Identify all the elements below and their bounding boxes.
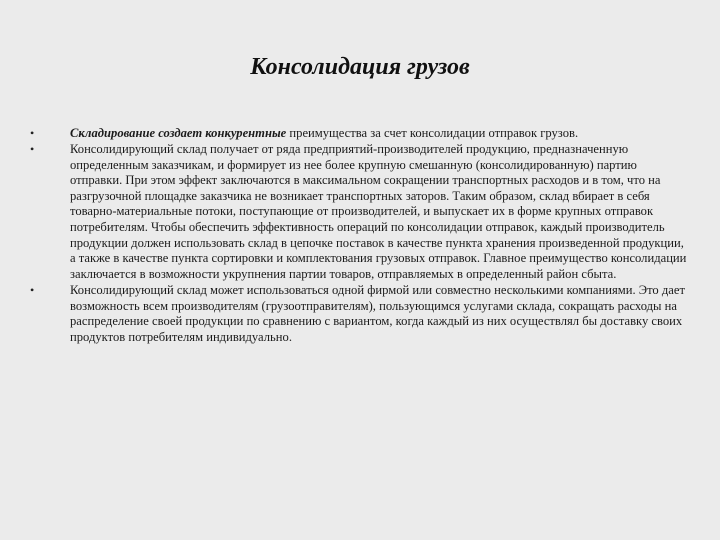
item-text: Консолидирующий склад получает от ряда предприятий-производителей продукцию, предназначенную определенным заказчикам, и формирует из нее более крупную смешанную (консолидированную) партию отправки. При этом эффект заключаются в максимальном сокращении транспортных расходов и в том, что на разгрузочной площадке заказчика не возникает транспортных заторов. Таким образом, склад вбирает в себя товарно-материальные потоки, поступающие от производителей, и выпускает их в форме крупных отправок потребителям. Чтобы обеспечить эффективность операций по консолидации отправок, каждый производитель продукции должен использовать склад в цепочке поставок в качестве пункта хранения произведенной продукции, а также в качестве пункта сортировки и комплектования грузовых отправок. Главное преимущество консолидации заключается в возможности укрупнения партии товаров, отправляемых в определенный район сбыта. <box>70 142 687 281</box>
emphasis-text: Складирование создает конкурентные <box>70 126 287 140</box>
slide-title: Консолидация грузов <box>250 54 470 80</box>
item-text: Консолидирующий склад может использоваться одной фирмой или совместно несколькими компаниями. Это дает возможность всем производителям (грузоотправителям), пользующимся услугами склада, сокращать расходы на распределение своей продукции по сравнению с вариантом, когда каждый из них осуществлял бы доставку своих продуктов потребителям индивидуально. <box>70 282 685 344</box>
bullet-icon: • <box>30 126 35 140</box>
bullet-list <box>28 126 692 346</box>
bullet-icon: • <box>30 282 35 297</box>
item-text: преимущества за счет консолидации отправок грузов. <box>286 126 579 140</box>
bullet-item-1 <box>28 126 692 142</box>
bullet-item-2 <box>28 142 692 282</box>
bullet-item-3 <box>28 283 692 345</box>
bullet-icon: • <box>30 142 35 157</box>
